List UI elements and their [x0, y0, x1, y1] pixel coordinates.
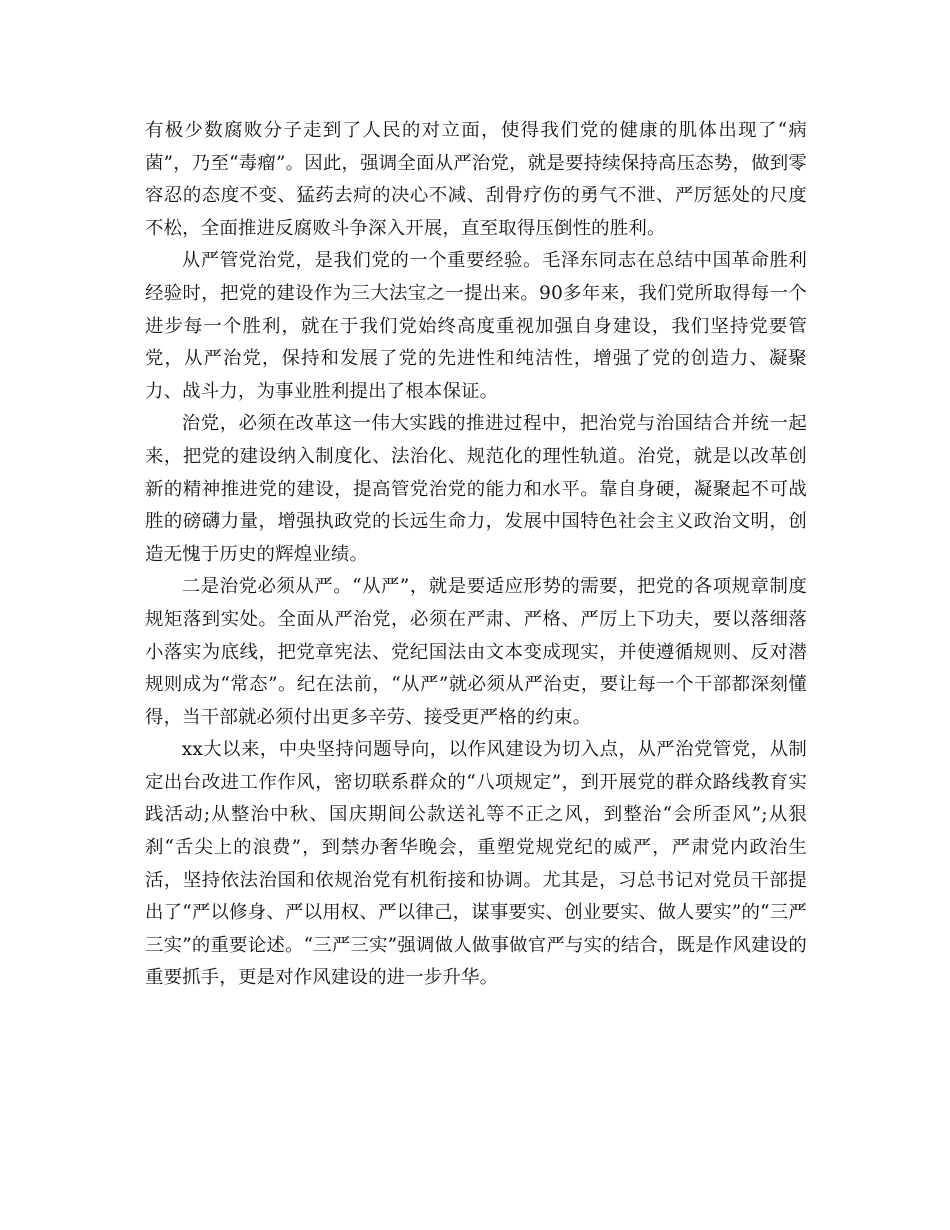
paragraph-party-governance-reform: 治党，必须在改革这一伟大实践的推进过程中，把治党与治国结合并统一起来，把党的建设纳入制度化、法治化、规范化的理性轨道。治党，就是以改革创新的精神推进党的建设，提高管党治党的能力和水平。靠自身硬，凝聚起不可战胜的磅礴力量，增强执政党的长远生命力，发展中国特色社会主义政治文明，创造无愧于历史的辉煌业绩。 [145, 413, 807, 565]
paragraph-work-style-building: xx大以来，中央坚持问题导向，以作风建设为切入点，从严治党管党，从制定出台改进工作作风，密切联系群众的“八项规定”，到开展党的群众路线教育实践活动;从整治中秋、国庆期间公款送礼等不正之风，到整治“会所歪风”;从狠刹“舌尖上的浪费”，到禁办奢华晚会，重塑党规党纪的威严，严肃党内政治生活，坚持依法治国和依规治党有机衔接和协调。尤其是，习总书记对党员干部提出了“严以修身、严以用权、严以律己，谋事要实、创业要实、做人要实”的“三严三实”的重要论述。“三严三实”强调做人做事做官严与实的结合，既是作风建设的重要抓手，更是对作风建设的进一步升华。 [145, 739, 807, 989]
document-body [145, 115, 807, 995]
paragraph-strict-governance-experience: 从严管党治党，是我们党的一个重要经验。毛泽东同志在总结中国革命胜利经验时，把党的建设作为三大法宝之一提出来。90多年来，我们党所取得每一个进步每一个胜利，就在于我们党始终高度重视加强自身建设，我们坚持党要管党，从严治党，保持和发展了党的先进性和纯洁性，增强了党的创造力、凝聚力、战斗力，为事业胜利提出了根本保证。 [145, 250, 807, 402]
paragraph-strictness-required: 二是治党必须从严。“从严”，就是要适应形势的需要，把党的各项规章制度规矩落到实处。全面从严治党，必须在严肃、严格、严厉上下功夫，要以落细落小落实为底线，把党章宪法、党纪国法由文本变成现实，并使遵循规则、反对潜规则成为“常态”。纪在法前，“从严”就必须从严治吏，要让每一个干部都深刻懂得，当干部就必须付出更多辛劳、接受更严格的约束。 [145, 576, 807, 728]
paragraph-continued: 有极少数腐败分子走到了人民的对立面，使得我们党的健康的肌体出现了“病菌”，乃至“毒瘤”。因此，强调全面从严治党，就是要持续保持高压态势，做到零容忍的态度不变、猛药去疴的决心不减、刮骨疗伤的勇气不泄、严厉惩处的尺度不松，全面推进反腐败斗争深入开展，直至取得压倒性的胜利。 [145, 120, 807, 239]
